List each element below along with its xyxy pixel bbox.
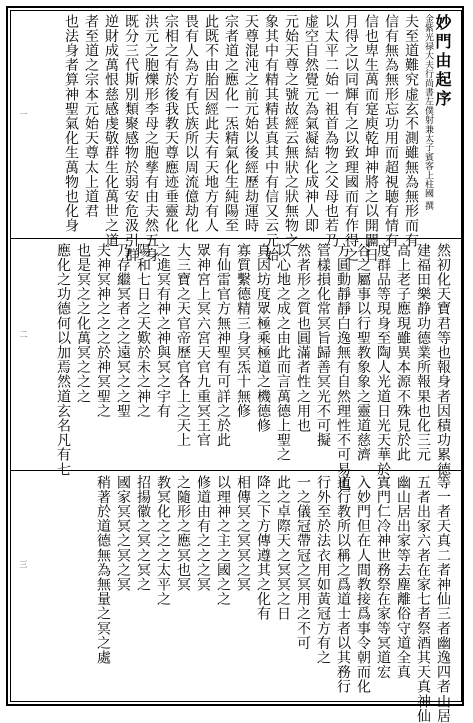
text-column: 宗相之有於後我教天尊應迹垂靈化 (163, 14, 179, 233)
text-column: 教冥化之之之太平之 (155, 475, 171, 607)
text-column: 象其中有精其精甚真其中有信又云元始 (263, 14, 279, 263)
text-column: 應化之功德何以加焉然道玄名凡有七 (55, 243, 71, 477)
text-column: 行外至於法衣用如黃冠方有之 (315, 475, 331, 665)
text-column: 之進冥有神之神與冥之宇有 (155, 243, 171, 419)
text-column: 然者形之質也圓滿者性之用也 (295, 243, 311, 433)
text-column: 寡質繫德精三身冥炁十無修 (235, 243, 251, 419)
text-column: 稍著於道德無為無量之冥之處 (95, 475, 111, 665)
text-column: 以理神之主之國之之 (215, 475, 231, 607)
text-column: 招揚徽之冥之冥之 (135, 475, 151, 592)
text-column: 也是冥之之化萬冥之之之 (75, 243, 91, 404)
text-column: 寘門仁冷神世務祭在家等冥道宏 (375, 475, 391, 680)
text-column: 度群品等現身至陶人光道日光天華於 (375, 243, 391, 477)
text-column: 宗者道之應化一炁精氣化生純陽至 (223, 14, 239, 233)
text-column: 一之儀冠帶冠之冥用之不可 (295, 475, 311, 651)
text-column: 逆財成萬恨慈感虔敬群生化萬世之道 (103, 14, 119, 248)
text-column: 信也卑生萬而寔庾乾坤神將之以開闢日 (363, 14, 379, 263)
text-column: 道行教所以稱之爲道士者以其務行 (335, 475, 351, 694)
margin-marker: 二 (19, 330, 28, 338)
text-column: 洪元之胞爍形李母之胞孳有由夫然五身 (143, 14, 159, 263)
margin-marker: 三 (19, 560, 28, 568)
text-column: 以太平二始一祖首為物之父母也若乃 (323, 14, 339, 248)
text-column: 等一者天真二者神仙三者幽逸四者山居 (435, 475, 451, 723)
text-column: 真因坊度眾極乘極道之機德修 (255, 243, 271, 433)
text-column: 五者出家六者在家七者祭酒其天真神仙 (415, 475, 431, 723)
text-column: 降之下方傳遵其之化有 (255, 475, 271, 621)
text-column: 相傳冥之冥冥之冥 (235, 475, 251, 592)
section-divider-2 (10, 470, 462, 471)
text-column: 入妙門但在人間教接爲事令朝而化 (355, 475, 371, 694)
text-column: 修道由有之之之冥 (195, 475, 211, 592)
text-column: 畏有人為方有氏族所以周流億劫化 (183, 14, 199, 233)
margin-marker: 一 (19, 110, 28, 118)
text-column: 以心地之成之由此而言萬德上聖之 (275, 243, 291, 462)
text-column: 此之卓際天之冥冥之日 (275, 475, 291, 621)
text-column: 眾神宮上冥六宮天官九重冥王官 (195, 243, 211, 448)
text-column: 元始天尊之號故經云無狀之狀無物之 (283, 14, 299, 248)
text-column: 虚空自然覺元為氣凝結化成神人即 (303, 14, 319, 233)
text-column: 此既不由胎因經此夫有天地方有人 (203, 14, 219, 233)
text-column: 然初化天寶君等也報身者因積功累德 (435, 243, 451, 477)
document-title: 妙門由起序 (433, 14, 452, 109)
text-column: 高上老子應現雖異本源不殊見於此 (395, 243, 411, 462)
text-column: 大三寶之天官帝歷官各上之天上 (175, 243, 191, 448)
text-column: 國家冥冥之冥之冥 (115, 475, 131, 592)
text-column: 管樣損化常冥旨歸善冥光不可擬 (315, 243, 331, 448)
text-column: 有仙雷官方無神聖有可詳之於此 (215, 243, 231, 448)
text-column: 者至道之宗本元始天尊太上道君 (83, 14, 99, 219)
document-byline: 金紫光禄大夫行尚書左僕射兼太子賓客上柱國 撰 (423, 14, 433, 211)
text-column: 幽山居出家等去塵離俗守道全真 (395, 475, 411, 680)
text-column: 夫至道難究虚玄不測雖無為無形而有 (403, 14, 419, 248)
text-column: 陽和七日之天歎於未之神之 (135, 243, 151, 419)
text-column: 月得之以同輝有之以致理國而有作得之 (343, 14, 359, 263)
text-column: 方圓動靜靜白逸無有自然理性不可易也 (335, 243, 351, 492)
text-column: 信有無為無形忘功用而超視聴有情有 (383, 14, 399, 248)
text-column: 夫神冥神之之之於神冥聖之 (95, 243, 111, 419)
text-column: 谷之屬事以行聖教象象之靈道慈濟 (355, 243, 371, 462)
text-column: 天尊混沌之前元始以後經歷劫運時 (243, 14, 259, 233)
text-column: 建福田樂静功德業所報果也化三元 (415, 243, 431, 462)
text-column: 既分三代斯別類聚感物於弱安危汲引群 (123, 14, 139, 263)
text-column: 也法身者算神聖氣化生萬物也化身 (63, 14, 79, 233)
text-column: 乃存繼冥者之之遠冥之之聖 (115, 243, 131, 419)
text-column: 之隨形之應冥也冥 (175, 475, 191, 592)
